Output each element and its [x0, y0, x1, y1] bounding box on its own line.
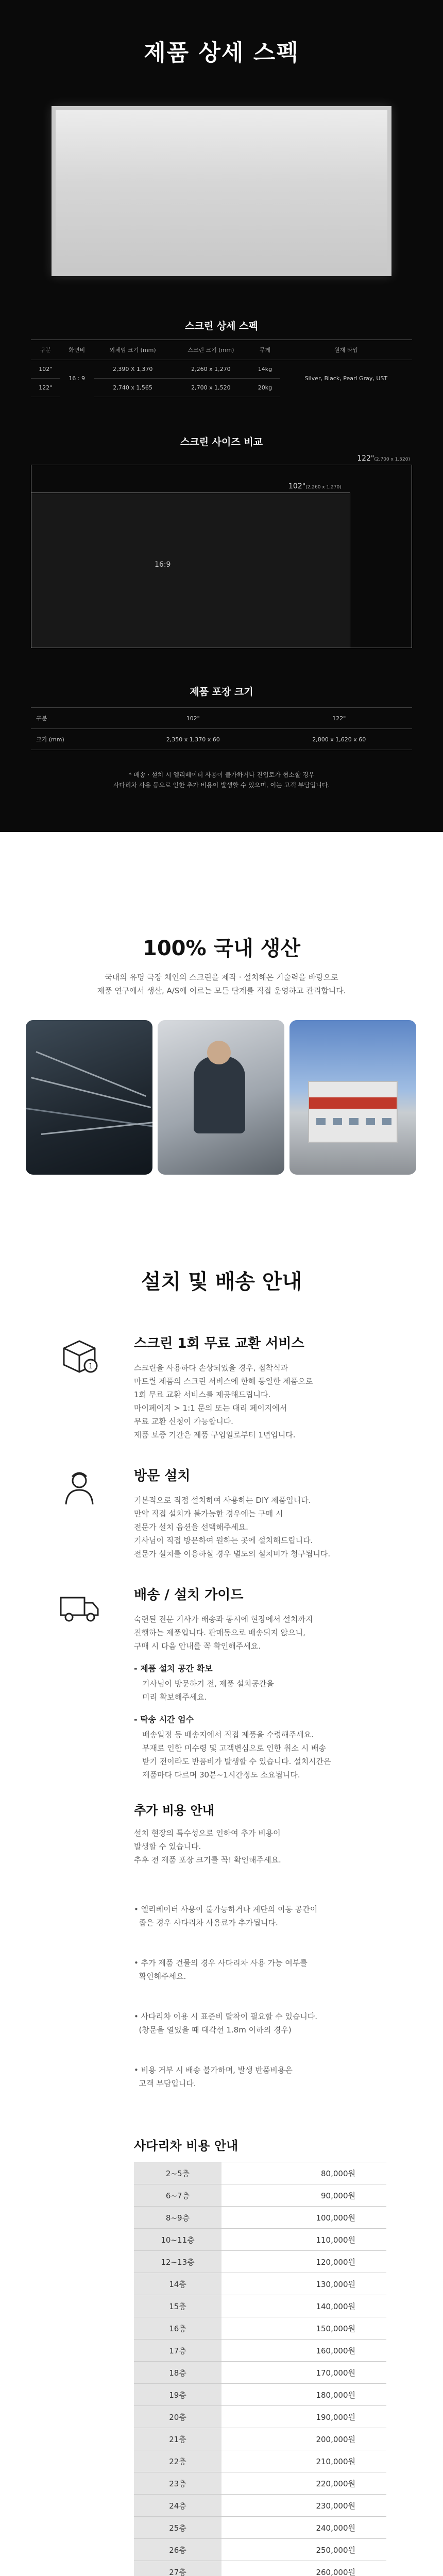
- table-row: [134, 2384, 386, 2406]
- cost-cell: 190,000원: [222, 2406, 386, 2428]
- visit-block: [57, 1465, 386, 1561]
- floor-cell: 6~7층: [134, 2184, 222, 2207]
- cost-cell: 130,000원: [222, 2273, 386, 2295]
- exchange-text: 스크린을 사용하다 손상되었을 경우, 접착식과 마트릴 제품의 스크린 서비스에 한해 동일한 제품으로 1회 무료 교환 서비스를 제공해드립니다. 마이페이지 > 1:1 문의 또는 대리 페이지에서 무료 교환 신청이 가능합니다. 제품 보증 기간은 제품 구입일로부터 1년입니다.: [134, 1363, 313, 1439]
- extra-bullets: • 엘리베이터 사용이 불가능하거나 계단의 이동 공간이 좁은 경우 사다리차 사용료가 추가됩니다. • 추가 제품 건물의 경우 사다리차 사용 가능 여부를 확인해주세요. • 사다리차 이용 시 표준비 탈착이 필요할 수 있습니다. (창문을 열었을 때 대각선 1.8m 이하의 경우) • 비용 거부 시 배송 불가하며, 발생 반품비용은 고객 부담입니다.: [134, 1905, 318, 2088]
- spec-header-cell: 무게: [250, 340, 280, 360]
- visit-heading: 방문 설치: [134, 1468, 191, 1484]
- pack-table-header: [31, 708, 412, 729]
- cost-cell: 170,000원: [222, 2362, 386, 2384]
- extra-heading: 추가 비용 안내: [134, 1803, 214, 1818]
- ratio-label: 16:9: [155, 561, 171, 569]
- table-row: [134, 2450, 386, 2472]
- mk-description: 국내의 유명 극장 체인의 스크린을 제작 · 설치해온 기술력을 바탕으로 제품 연구에서 생산, A/S에 이르는 모든 단계를 직접 운영하고 관리합니다.: [97, 973, 346, 995]
- screen-frame: [52, 106, 391, 276]
- spec-cell: Silver, Black, Pearl Gray, UST: [280, 360, 412, 397]
- floor-cell: 12~13층: [134, 2251, 222, 2273]
- table-row: [134, 2406, 386, 2428]
- spec-cell: 2,700 x 1,520: [172, 379, 250, 397]
- floor-cell: 19층: [134, 2384, 222, 2406]
- floor-cell: 26층: [134, 2539, 222, 2561]
- spec-header-cell: 스크린 크기 (mm): [172, 340, 250, 360]
- photo-building: [289, 1020, 416, 1175]
- spec-cell: 122": [31, 379, 60, 397]
- table-row: [31, 729, 412, 750]
- cost-cell: 90,000원: [222, 2184, 386, 2207]
- cost-cell: 100,000원: [222, 2207, 386, 2229]
- cost-cell: 220,000원: [222, 2472, 386, 2495]
- table-row: [134, 2517, 386, 2539]
- spec-cell: 2,390 X 1,370: [94, 360, 172, 379]
- spec-cell: 20kg: [250, 379, 280, 397]
- spec-cell: 2,740 x 1,565: [94, 379, 172, 397]
- cost-cell: 160,000원: [222, 2340, 386, 2362]
- floor-cell: 17층: [134, 2340, 222, 2362]
- pack-cell: 크기 (mm): [31, 729, 120, 750]
- table-row: [134, 2184, 386, 2207]
- spec-header-cell: 화면비: [60, 340, 94, 360]
- table-row: [134, 2207, 386, 2229]
- label-122: 122"(2,700 x 1,520): [357, 454, 410, 463]
- spec-note: * 배송 · 설치 시 엘리베이터 사용이 불가하거나 진입로가 협소할 경우 사다리차 사용 등으로 인한 추가 비용이 발생할 수 있으며, 이는 고객 부담입니다.: [113, 771, 330, 789]
- floor-cell: 8~9층: [134, 2207, 222, 2229]
- delivery-text: 숙련된 전문 기사가 배송과 동시에 현장에서 설치까지 진행하는 제품입니다. 판매동으로 배송되지 않으니, 구매 시 다음 안내를 꼭 확인해주세요.: [134, 1615, 313, 1651]
- floor-cell: 23층: [134, 2472, 222, 2495]
- table-row: [134, 2539, 386, 2561]
- photo-worker: [158, 1020, 284, 1175]
- spec-cell: 14kg: [250, 360, 280, 379]
- spec-header-cell: 원재 타입: [280, 340, 412, 360]
- pack-cell: 2,350 x 1,370 x 60: [120, 729, 266, 750]
- cost-cell: 210,000원: [222, 2450, 386, 2472]
- cost-cell: 200,000원: [222, 2428, 386, 2450]
- delivery-block: [57, 1584, 386, 2576]
- floor-cell: 22층: [134, 2450, 222, 2472]
- spec-cell: 2,260 x 1,270: [172, 360, 250, 379]
- table-row: [134, 2295, 386, 2317]
- spec-header-cell: 외체임 크기 (mm): [94, 340, 172, 360]
- made-in-korea-section: [0, 832, 443, 1175]
- ladder-cost-table: [134, 2162, 386, 2576]
- guide-title: 설치 및 배송 안내: [141, 1270, 302, 1294]
- table-row: [134, 2273, 386, 2295]
- size-compare-diagram: [31, 454, 412, 648]
- cost-cell: 120,000원: [222, 2251, 386, 2273]
- floor-cell: 15층: [134, 2295, 222, 2317]
- spec-cell: 16 : 9: [60, 360, 94, 397]
- pack-header-cell: 102": [120, 708, 266, 729]
- spec-table-header: [31, 340, 412, 360]
- floor-cell: 27층: [134, 2561, 222, 2576]
- table-row: [134, 2229, 386, 2251]
- table-row: [134, 2162, 386, 2184]
- cost-cell: 80,000원: [222, 2162, 386, 2184]
- floor-cell: 21층: [134, 2428, 222, 2450]
- cost-cell: 250,000원: [222, 2539, 386, 2561]
- delivery-heading: 배송 / 설치 가이드: [134, 1587, 244, 1603]
- table-row: [134, 2362, 386, 2384]
- screen-102-outline: [31, 493, 350, 648]
- spec-table: [31, 340, 412, 397]
- pack-header-cell: 122": [266, 708, 412, 729]
- spec-cell: 102": [31, 360, 60, 379]
- pack-table: [31, 707, 412, 750]
- pack-header-cell: 구분: [31, 708, 120, 729]
- delivery-sub1-text: 기사님이 방문하기 전, 제품 설치공간을 미리 확보해주세요.: [142, 1679, 274, 1702]
- cost-cell: 150,000원: [222, 2317, 386, 2340]
- delivery-sub2-text: 배송일정 등 배송지에서 직접 제품을 수령해주세요. 부재로 인한 미수령 및 고객변심으로 인한 취소 시 배송 받기 전이라도 반품비가 발생할 수 있습니다. 설치시간은 제품마다 다르며 30분~1시간정도 소요됩니다.: [142, 1730, 331, 1780]
- mk-title: 100% 국내 생산: [143, 937, 300, 960]
- compare-heading: 스크린 사이즈 비교: [180, 436, 263, 448]
- box-exchange-icon: [57, 1363, 102, 1380]
- cost-cell: 140,000원: [222, 2295, 386, 2317]
- table-row: [134, 2317, 386, 2340]
- truck-icon: [57, 1622, 102, 1632]
- spec-section: [0, 0, 443, 832]
- floor-cell: 25층: [134, 2517, 222, 2539]
- installer-icon: [57, 1503, 102, 1513]
- svg-text:1: 1: [89, 1363, 93, 1370]
- exchange-block: [57, 1333, 386, 1442]
- extra-text: 설치 현장의 특수성으로 인하여 추가 비용이 발생할 수 있습니다. 추후 전 제품 포장 크기를 꼭! 확인해주세요.: [134, 1828, 281, 1865]
- visit-text: 기본적으로 직접 설치하여 사용하는 DIY 제품입니다. 만약 직접 설치가 불가능한 경우에는 구매 시 전문가 설치 옵션을 선택해주세요. 기사님이 직접 방문하여 원하는 곳에 설치해드립니다. 전문가 설치를 이용하실 경우 별도의 설치비가 청구됩니다.: [134, 1496, 331, 1558]
- spec-title: 제품 상세 스펙: [144, 40, 299, 66]
- screen-image: [41, 101, 402, 286]
- table-row: [134, 2561, 386, 2576]
- cost-cell: 180,000원: [222, 2384, 386, 2406]
- detail-heading: 스크린 상세 스펙: [185, 320, 258, 332]
- label-102: 102"(2,260 x 1,270): [288, 482, 342, 490]
- photo-cables: [26, 1020, 152, 1175]
- table-row: [134, 2340, 386, 2362]
- delivery-sub1: - 제품 설치 공간 확보: [134, 1664, 213, 1673]
- table-row: [134, 2251, 386, 2273]
- floor-cell: 16층: [134, 2317, 222, 2340]
- spec-header-cell: 구분: [31, 340, 60, 360]
- floor-cell: 2~5층: [134, 2162, 222, 2184]
- table-row: [134, 2495, 386, 2517]
- delivery-sub2: - 탁송 시간 엄수: [134, 1715, 194, 1724]
- table-row: [134, 2428, 386, 2450]
- pack-heading: 제품 포장 크기: [190, 686, 253, 698]
- pack-cell: 2,800 x 1,620 x 60: [266, 729, 412, 750]
- cost-cell: 110,000원: [222, 2229, 386, 2251]
- cost-cell: 260,000원: [222, 2561, 386, 2576]
- floor-cell: 24층: [134, 2495, 222, 2517]
- cost-cell: 240,000원: [222, 2517, 386, 2539]
- floor-cell: 18층: [134, 2362, 222, 2384]
- floor-cell: 14층: [134, 2273, 222, 2295]
- exchange-heading: 스크린 1회 무료 교환 서비스: [134, 1336, 304, 1351]
- floor-cell: 10~11층: [134, 2229, 222, 2251]
- ladder-heading: 사다리차 비용 안내: [134, 2139, 238, 2153]
- factory-photos: [26, 1020, 417, 1175]
- floor-cell: 20층: [134, 2406, 222, 2428]
- table-row: [134, 2472, 386, 2495]
- table-row: [31, 360, 412, 379]
- guide-list: [57, 1333, 386, 2576]
- cost-cell: 230,000원: [222, 2495, 386, 2517]
